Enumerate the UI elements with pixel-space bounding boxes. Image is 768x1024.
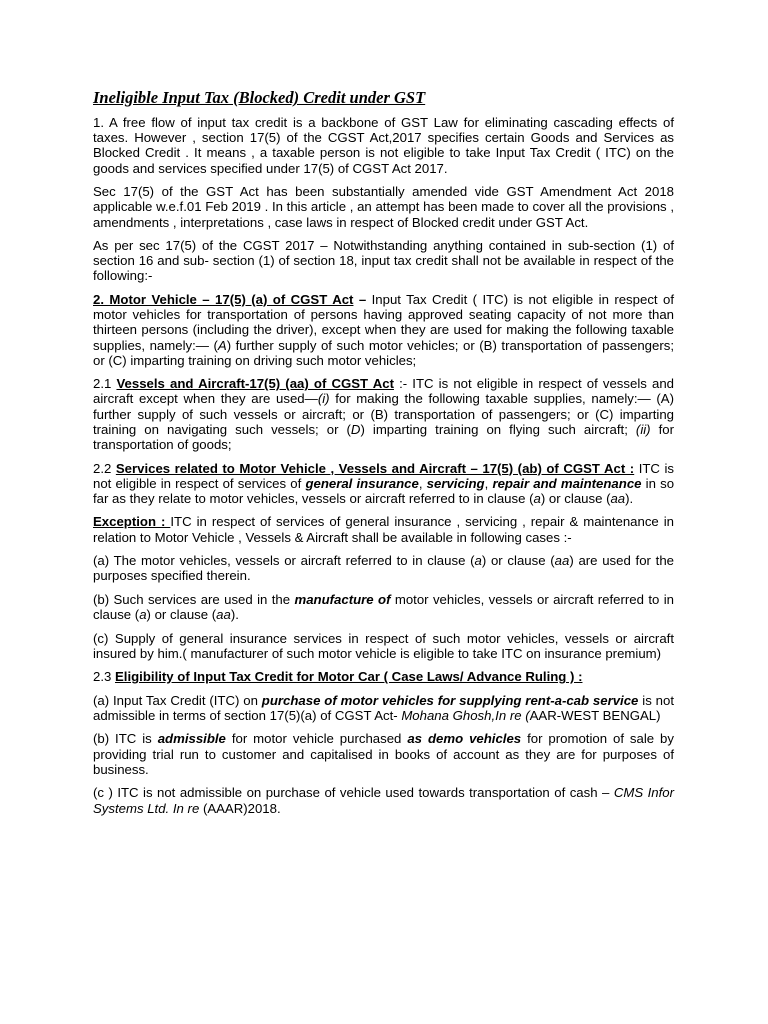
case-law-a: (a) Input Tax Credit (ITC) on purchase of motor vehicles for supplying rent-a-cab service is not admissible in terms of section 17(5)(a) of CGST Act- Mohana Ghosh,In re (AAR-WEST BENGAL) <box>93 692 674 723</box>
paragraph-exception: Exception : ITC in respect of services of general insurance , servicing , repair & maintenance in relation to Motor Vehicle , Vessels & Aircraft shall be available in following cases :- <box>93 514 674 545</box>
section-vessels-aircraft: 2.1 Vessels and Aircraft-17(5) (aa) of CGST Act :- ITC is not eligible in respect of vessels and aircraft except when they are used—(i) for making the following taxable supplies, namely:— (A) further supply of such vessels or aircraft; or (B) transportation of passengers; or (C) imparting training on navigating such vessels; or (D) imparting training on flying such aircraft; (ii) for transportation of goods; <box>93 376 675 453</box>
section-heading: 2. Motor Vehicle – 17(5) (a) of CGST Act <box>93 291 354 307</box>
section-eligibility-motor-car: 2.3 Eligibility of Input Tax Credit for Motor Car ( Case Laws/ Advance Ruling ) : <box>93 669 583 685</box>
section-motor-vehicle: 2. Motor Vehicle – 17(5) (a) of CGST Act – Input Tax Credit ( ITC) is not eligible in respect of motor vehicles for transportation of persons having approved seating capacity of not more than thirteen persons (including the driver), except when they are used for making the following taxable supplies, namely:— (A) further supply of such motor vehicles; or (B) transportation of passengers; or (C) imparting training on driving such motor vehicles; <box>93 291 674 368</box>
section-heading: Eligibility of Input Tax Credit for Motor Car ( Case Laws/ Advance Ruling ) : <box>115 669 583 685</box>
exception-case-c: (c) Supply of general insurance services in respect of such motor vehicles, vessels or aircraft insured by him.( manufacturer of such motor vehicle is eligible to take ITC on insurance premium) <box>93 630 674 661</box>
exception-heading: Exception : <box>93 514 171 530</box>
page-title: Ineligible Input Tax (Blocked) Credit under GST <box>93 88 426 107</box>
paragraph-intro: 1. A free flow of input tax credit is a backbone of GST Law for eliminating cascading effects of taxes. However , section 17(5) of the CGST Act,2017 specifies certain Goods and Services as Blocked Credit . It means , a taxable person is not eligible to take Input Tax Credit ( ITC) on the goods and services specified under 17(5) of CGST Act 2017. <box>93 115 674 176</box>
exception-case-a: (a) The motor vehicles, vessels or aircraft referred to in clause (a) or clause (aa) are used for the purposes specified therein. <box>93 553 674 584</box>
section-heading: Vessels and Aircraft-17(5) (aa) of CGST Act <box>116 376 394 392</box>
section-heading: Services related to Motor Vehicle , Vessels and Aircraft – 17(5) (ab) of CGST Act : <box>115 460 635 476</box>
section-services-vehicles: 2.2 Services related to Motor Vehicle , Vessels and Aircraft – 17(5) (ab) of CGST Act : ITC is not eligible in respect of services of general insurance, servicing, repair and maintenance in so far as they relate to motor vehicles, vessels or aircraft referred to in clause (a) or clause (aa). <box>93 460 675 506</box>
exception-case-b: (b) Such services are used in the manufacture of motor vehicles, vessels or aircraft referred to in clause (a) or clause (aa). <box>93 591 674 623</box>
paragraph-section-17-5: As per sec 17(5) of the CGST 2017 – Notwithstanding anything contained in sub-section (1) of section 16 and sub- section (1) of section 18, input tax credit shall not be available in respect of the following:- <box>93 238 674 284</box>
paragraph-amendment: Sec 17(5) of the GST Act has been substantially amended vide GST Amendment Act 2018 applicable w.e.f.01 Feb 2019 . In this article , an attempt has been made to cover all the provisions , amendments , interpretations , case laws in respect of Blocked credit under GST Act. <box>93 184 674 230</box>
case-law-b: (b) ITC is admissible for motor vehicle purchased as demo vehicles for promotion of sale by providing trial run to customer and capitalised in books of account as they are for purposes of business. <box>93 731 674 777</box>
case-law-c: (c ) ITC is not admissible on purchase of vehicle used towards transportation of cash – CMS Infor Systems Ltd. In re (AAAR)2018. <box>93 785 675 816</box>
document-body <box>93 115 674 824</box>
